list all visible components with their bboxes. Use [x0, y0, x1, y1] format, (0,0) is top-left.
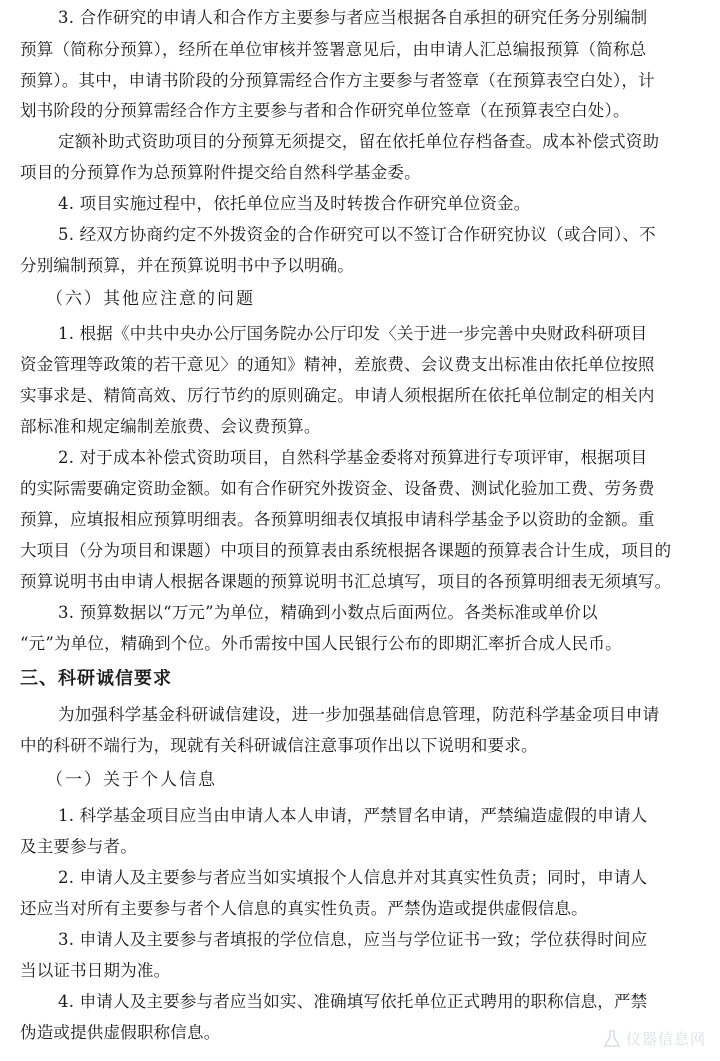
text-line: 中的科研不端行为，现就有关科研诚信注意事项作出以下说明和要求。 [20, 736, 538, 755]
text-line: 伪造或提供虚假职称信息。 [20, 1023, 221, 1042]
flask-icon [602, 1029, 622, 1049]
text-line: 5. 经双方协商约定不外拨资金的合作研究可以不签订合作研究协议（或合同）、不 [58, 225, 656, 244]
text-line: 划书阶段的分预算需经合作方主要参与者和合作研究单位签章（在预算表空白处）。 [20, 101, 630, 120]
text-line: 3. 预算数据以“万元”为单位，精确到小数点后面两位。各类标准或单价以 [58, 603, 598, 622]
text-line: 资金管理等政策的若干意见〉的通知》精神，差旅费、会议费支出标准由依托单位按照 [20, 355, 655, 374]
text-line: 当以证书日期为准。 [20, 961, 171, 980]
text-line: 实事求是、精简高效、厉行节约的原则确定。申请人须根据所在依托单位制定的相关内 [20, 386, 655, 405]
text-line: 预算）。其中，申请书阶段的分预算需经合作方主要参与者签章（在预算表空白处），计 [20, 71, 655, 90]
text-line: 2. 申请人及主要参与者应当如实填报个人信息并对其真实性负责；同时，申请人 [58, 868, 648, 887]
text-line: 预算（简称分预算），经所在单位审核并签署意见后，由申请人汇总编报预算（简称总 [20, 40, 647, 59]
text-line: 定额补助式资助项目的分预算无须提交，留在依托单位存档备查。成本补偿式资助 [58, 132, 660, 151]
text-line: 预算说明书由申请人根据各课题的预算说明书汇总填写，项目的各预算明细表无须填写。 [20, 572, 672, 591]
text-line: 1. 科学基金项目应当由申请人本人申请，严禁冒名申请，严禁编造虚假的申请人 [58, 806, 648, 825]
text-line: 2. 对于成本补偿式资助项目，自然科学基金委将对预算进行专项评审，根据项目 [58, 448, 648, 467]
text-line: 大项目（分为项目和课题）中项目的预算表由系统根据各课题的预算表合计生成，项目的 [20, 541, 672, 560]
text-line: 还应当对所有主要参与者个人信息的真实性负责。严禁伪造或提供虚假信息。 [20, 899, 588, 918]
text-line: 为加强科学基金科研诚信建设，进一步加强基础信息管理，防范科学基金项目申请 [58, 705, 660, 724]
text-line: 项目的分预算作为总预算附件提交给自然科学基金委。 [20, 163, 421, 182]
section-subheading: （六）其他应注意的问题 [46, 289, 255, 309]
watermark [602, 1028, 706, 1049]
text-line: 4. 申请人及主要参与者应当如实、准确填写依托单位正式聘用的职称信息，严禁 [58, 992, 648, 1011]
text-line: 3. 申请人及主要参与者填报的学位信息，应当与学位证书一致；学位获得时间应 [58, 930, 648, 949]
watermark-text: 仪器信息网 [625, 1030, 706, 1048]
text-line: 3. 合作研究的申请人和合作方主要参与者应当根据各自承担的研究任务分别编制 [58, 8, 648, 27]
text-line: 分别编制预算，并在预算说明书中予以明确。 [20, 256, 354, 275]
text-line: 部标准和规定编制差旅费、会议费预算。 [20, 417, 321, 436]
text-line: 4. 项目实施过程中，依托单位应当及时转拨合作研究单位资金。 [58, 194, 531, 213]
text-line: 及主要参与者。 [20, 837, 137, 856]
text-line: 预算，应填报相应预算明细表。各预算明细表仅填报申请科学基金予以资助的金额。重 [20, 510, 655, 529]
text-line: 的实际需要确定资助金额。如有合作研究外拨资金、设备费、测试化验加工费、劳务费 [20, 479, 655, 498]
section-heading: 三、科研诚信要求 [20, 669, 172, 689]
section-subheading: （一）关于个人信息 [46, 770, 217, 790]
text-line: “元”为单位，精确到个位。外币需按中国人民银行公布的即期汇率折合成人民币。 [20, 634, 622, 653]
text-line: 1. 根据《中共中央办公厅国务院办公厅印发〈关于进一步完善中央财政科研项目 [58, 324, 648, 343]
